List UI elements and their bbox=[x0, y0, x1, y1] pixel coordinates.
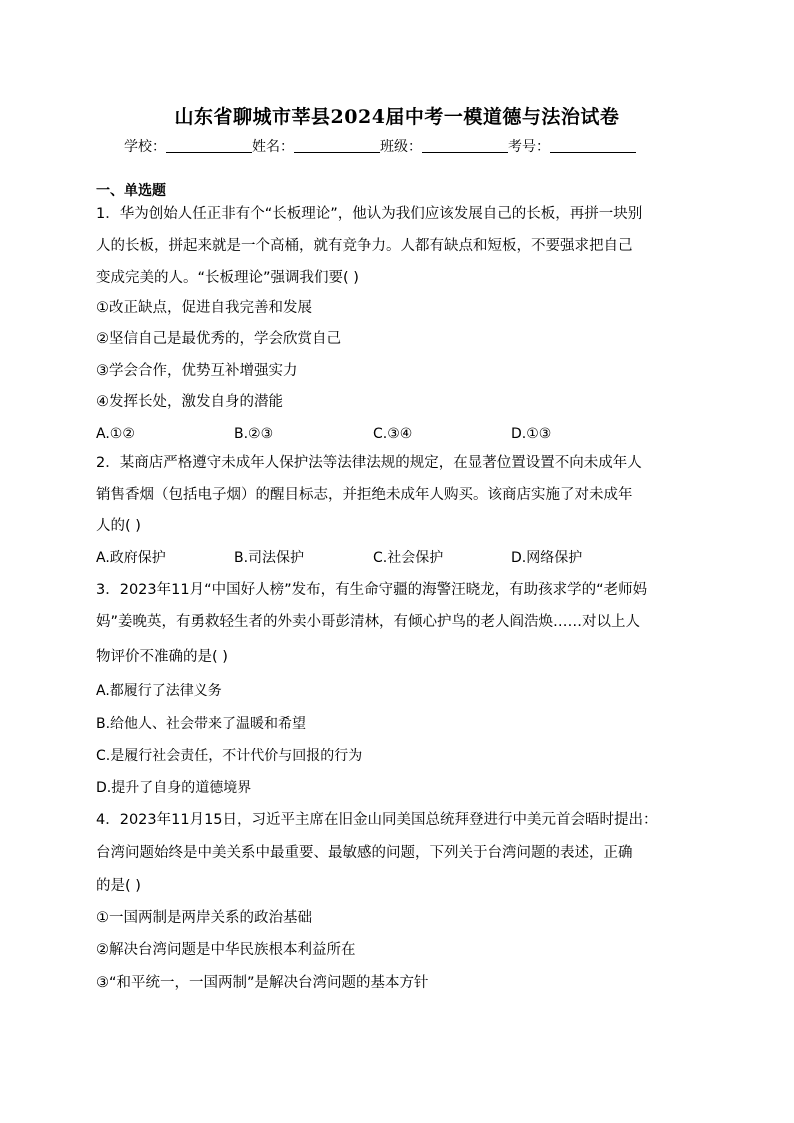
q4-item: ③“和平统一，一国两制”是解决台湾问题的基本方针 bbox=[96, 975, 429, 991]
q1-option-b[interactable]: B.②③ bbox=[234, 426, 274, 442]
school-label: 学校： bbox=[124, 139, 166, 155]
school-blank[interactable] bbox=[166, 138, 252, 153]
q1-option-d[interactable]: D.①③ bbox=[511, 426, 552, 442]
q3-stem-line: 妈”姜晚英，有勇救轻生者的外卖小哥彭清林，有倾心护鸟的老人阎浩焕……对以上人 bbox=[96, 614, 641, 630]
q2-option-a[interactable]: A.政府保护 bbox=[96, 550, 166, 566]
q1-item: ③学会合作，优势互补增强实力 bbox=[96, 363, 298, 379]
page-title: 山东省聊城市莘县2024届中考一模道德与法治试卷 bbox=[174, 106, 620, 128]
q4-item: ②解决台湾问题是中华民族根本利益所在 bbox=[96, 942, 356, 958]
q2-option-d[interactable]: D.网络保护 bbox=[511, 550, 583, 566]
q1-stem-line: 变成完美的人。“长板理论”强调我们要( ) bbox=[96, 270, 359, 286]
number-label: 考号： bbox=[508, 139, 550, 155]
name-label: 姓名： bbox=[252, 139, 294, 155]
q1-option-a[interactable]: A.①② bbox=[96, 426, 135, 442]
class-label: 班级： bbox=[380, 139, 422, 155]
q3-option-c[interactable]: C.是履行社会责任，不计代价与回报的行为 bbox=[96, 748, 363, 764]
q4-item: ①一国两制是两岸关系的政治基础 bbox=[96, 910, 312, 926]
name-blank[interactable] bbox=[294, 138, 380, 153]
q2-option-c[interactable]: C.社会保护 bbox=[373, 550, 444, 566]
q3-stem-line: 3．2023年11月“中国好人榜”发布，有生命守疆的海警汪晓龙，有助孩求学的“老师妈 bbox=[96, 582, 648, 598]
q3-stem-line: 物评价不准确的是( ) bbox=[96, 649, 228, 665]
q2-option-b[interactable]: B.司法保护 bbox=[234, 550, 305, 566]
q4-stem-line: 台湾问题始终是中美关系中最重要、最敏感的问题，下列关于台湾问题的表述，正确 bbox=[96, 845, 633, 861]
q1-item: ④发挥长处，激发自身的潜能 bbox=[96, 394, 283, 410]
q2-stem-line: 销售香烟（包括电子烟）的醒目标志，并拒绝未成年人购买。该商店实施了对未成年 bbox=[96, 487, 633, 503]
q4-stem-line: 的是( ) bbox=[96, 878, 141, 894]
q3-option-b[interactable]: B.给他人、社会带来了温暖和希望 bbox=[96, 716, 307, 732]
q1-item: ②坚信自己是最优秀的，学会欣赏自己 bbox=[96, 331, 341, 347]
number-blank[interactable] bbox=[550, 138, 636, 153]
q2-stem-line: 2．某商店严格遵守未成年人保护法等法律法规的规定，在显著位置设置不向未成年人 bbox=[96, 455, 642, 471]
q4-stem-line: 4．2023年11月15日，习近平主席在旧金山同美国总统拜登进行中美元首会晤时提出： bbox=[96, 812, 658, 828]
q1-item: ①改正缺点，促进自我完善和发展 bbox=[96, 300, 312, 316]
student-info-row bbox=[124, 136, 684, 156]
q1-stem-line: 人的长板，拼起来就是一个高桶，就有竞争力。人都有缺点和短板，不要强求把自己 bbox=[96, 238, 633, 254]
q2-stem-line: 人的( ) bbox=[96, 518, 141, 534]
section-title: 一、单选题 bbox=[96, 183, 166, 199]
q3-option-d[interactable]: D.提升了自身的道德境界 bbox=[96, 780, 252, 796]
q1-stem-line: 1．华为创始人任正非有个“长板理论”，他认为我们应该发展自己的长板，再拼一块别 bbox=[96, 206, 643, 222]
class-blank[interactable] bbox=[422, 138, 508, 153]
q1-option-c[interactable]: C.③④ bbox=[373, 426, 413, 442]
q3-option-a[interactable]: A.都履行了法律义务 bbox=[96, 683, 222, 699]
